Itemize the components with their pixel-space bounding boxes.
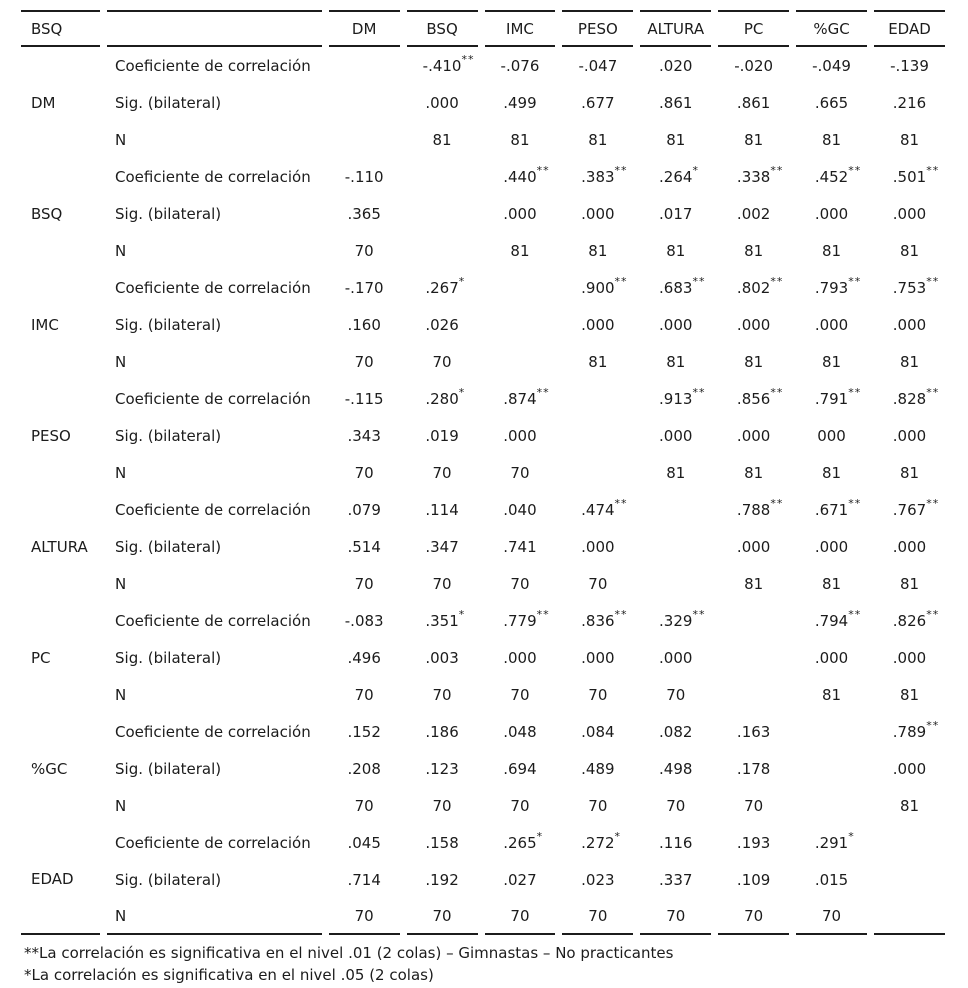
sig-cell: .000 xyxy=(581,648,615,667)
correlation-cell: .267 * xyxy=(425,274,466,297)
stat-label-n: N xyxy=(107,898,322,935)
row-group-label-pc: PC xyxy=(31,648,51,667)
n-cell: 70 xyxy=(354,463,374,482)
stat-label-sig: Sig. (bilateral) xyxy=(115,648,222,667)
empty-diagonal-cell xyxy=(329,84,400,121)
n-cell: 81 xyxy=(899,463,920,482)
correlation-cell: .045 xyxy=(347,833,381,852)
correlation-cell: .082 xyxy=(659,722,693,741)
correlation-cell: .020 xyxy=(659,56,693,75)
sig-cell: .000 xyxy=(503,426,537,445)
correlation-cell: .791 ** xyxy=(814,385,862,408)
stat-label-n: N xyxy=(115,241,127,260)
sig-cell: .000 xyxy=(503,204,537,223)
sig-cell: .347 xyxy=(425,537,459,556)
n-cell: 81 xyxy=(510,130,530,149)
stat-label-coef: Coeficiente de correlación xyxy=(115,722,311,741)
n-cell: 81 xyxy=(899,796,920,815)
column-header-bsq: BSQ xyxy=(407,10,478,47)
empty-diagonal-cell xyxy=(562,454,633,491)
n-cell: 70 xyxy=(432,796,452,815)
n-cell: 70 xyxy=(640,898,711,935)
empty-diagonal-cell xyxy=(485,306,556,343)
sig-cell: .000 xyxy=(425,93,459,112)
correlation-cell: .163 xyxy=(736,722,771,741)
n-cell: 70 xyxy=(354,796,374,815)
table-footnotes xyxy=(14,935,968,986)
empty-diagonal-cell xyxy=(796,750,867,787)
n-cell: 70 xyxy=(510,574,530,593)
sig-cell: .499 xyxy=(503,93,537,112)
empty-diagonal-cell xyxy=(485,269,556,306)
correlation-cell: .856 ** xyxy=(736,385,784,408)
correlation-cell: -.410 ** xyxy=(422,52,475,75)
n-cell: 81 xyxy=(821,241,842,260)
n-cell: 81 xyxy=(821,574,842,593)
sig-cell: .000 xyxy=(659,426,693,445)
sig-cell: .677 xyxy=(581,93,615,112)
correlation-cell: .683 ** xyxy=(659,274,706,297)
sig-cell: .514 xyxy=(347,537,381,556)
n-cell: 70 xyxy=(432,463,452,482)
n-cell: 70 xyxy=(354,574,374,593)
stat-label-sig: Sig. (bilateral) xyxy=(115,93,222,112)
empty-diagonal-cell xyxy=(718,639,789,676)
n-cell: 70 xyxy=(588,574,608,593)
sig-cell: .002 xyxy=(736,204,771,223)
correlation-cell: .753 ** xyxy=(892,274,940,297)
n-cell: 70 xyxy=(588,685,608,704)
stat-label-n: N xyxy=(115,130,127,149)
empty-diagonal-cell xyxy=(407,232,478,269)
sig-cell: .000 xyxy=(503,648,537,667)
n-cell: 70 xyxy=(432,352,452,371)
n-cell: 81 xyxy=(588,352,608,371)
correlation-cell: .116 xyxy=(659,833,693,852)
sig-cell: .861 xyxy=(659,93,693,112)
correlation-cell: .828 ** xyxy=(892,385,940,408)
correlation-cell: .440 ** xyxy=(503,163,550,186)
column-header-altura: ALTURA xyxy=(640,10,711,47)
n-cell: 70 xyxy=(666,796,686,815)
empty-diagonal-cell xyxy=(718,676,789,713)
correlation-cell: -.047 xyxy=(578,56,618,75)
empty-diagonal-cell xyxy=(407,195,478,232)
column-header-dm: DM xyxy=(329,10,400,47)
n-cell: 81 xyxy=(666,130,686,149)
sig-cell: .000 xyxy=(581,537,615,556)
table-header xyxy=(21,10,945,47)
stat-label-n: N xyxy=(115,796,127,815)
sig-cell: .026 xyxy=(425,315,459,334)
sig-cell: .000 xyxy=(659,648,693,667)
sig-cell: .000 xyxy=(581,204,615,223)
empty-diagonal-cell xyxy=(640,565,711,602)
n-cell: 81 xyxy=(666,241,686,260)
sig-cell: .216 xyxy=(892,93,927,112)
sig-cell: .665 xyxy=(814,93,849,112)
sig-cell: .000 xyxy=(736,537,771,556)
sig-cell: .741 xyxy=(503,537,537,556)
column-header-pc: PC xyxy=(718,10,789,47)
sig-cell: .714 xyxy=(347,870,381,889)
empty-diagonal-cell xyxy=(874,898,945,935)
row-label-header xyxy=(107,10,322,47)
correlation-cell: .193 xyxy=(736,833,771,852)
table-body xyxy=(21,47,945,935)
empty-diagonal-cell xyxy=(874,861,945,898)
correlation-cell: .900 ** xyxy=(581,274,628,297)
empty-diagonal-cell xyxy=(796,787,867,824)
column-header-gc: %GC xyxy=(796,10,867,47)
n-cell: 70 xyxy=(485,898,556,935)
n-cell: 81 xyxy=(666,352,686,371)
sig-cell: .000 xyxy=(814,648,849,667)
n-cell: 81 xyxy=(821,130,842,149)
correlation-cell: .158 xyxy=(425,833,459,852)
sig-cell: .000 xyxy=(892,426,927,445)
correlation-cell: .874 ** xyxy=(503,385,550,408)
correlation-cell: .474 ** xyxy=(581,496,628,519)
correlation-cell: .913 ** xyxy=(659,385,706,408)
n-cell: 70 xyxy=(588,796,608,815)
stat-label-coef: Coeficiente de correlación xyxy=(115,278,311,297)
correlation-cell: .264 * xyxy=(659,163,699,186)
n-cell: 70 xyxy=(510,796,530,815)
sig-cell: 000 xyxy=(817,426,846,445)
correlation-cell: .788 ** xyxy=(736,496,784,519)
n-cell: 81 xyxy=(666,463,686,482)
correlation-cell: .040 xyxy=(503,500,537,519)
n-cell: 81 xyxy=(821,685,842,704)
n-cell: 81 xyxy=(744,463,764,482)
correlation-cell: .265 * xyxy=(503,829,544,852)
correlation-cell: -.110 xyxy=(344,167,384,186)
n-cell: 81 xyxy=(899,130,920,149)
stat-label-coef: Coeficiente de correlación xyxy=(115,389,311,408)
stat-label-coef: Coeficiente de correlación xyxy=(115,611,311,630)
n-cell: 81 xyxy=(432,130,452,149)
stat-label-sig: Sig. (bilateral) xyxy=(115,315,222,334)
correlation-cell: -.076 xyxy=(500,56,540,75)
sig-cell: .000 xyxy=(814,204,849,223)
sig-cell: .178 xyxy=(736,759,771,778)
n-cell: 70 xyxy=(329,898,400,935)
correlation-cell: .793 ** xyxy=(814,274,862,297)
sig-cell: .192 xyxy=(425,870,459,889)
empty-diagonal-cell xyxy=(718,602,789,639)
n-cell: 70 xyxy=(354,352,374,371)
correlation-cell: .671 ** xyxy=(814,496,862,519)
n-cell: 81 xyxy=(821,352,842,371)
correlation-cell: .152 xyxy=(347,722,381,741)
n-cell: 70 xyxy=(510,463,530,482)
empty-diagonal-cell xyxy=(640,528,711,565)
stat-label-sig: Sig. (bilateral) xyxy=(115,537,222,556)
sig-cell: .496 xyxy=(347,648,381,667)
sig-cell: .003 xyxy=(425,648,459,667)
correlation-cell: .084 xyxy=(581,722,615,741)
stat-label-sig: Sig. (bilateral) xyxy=(115,870,222,889)
n-cell: 81 xyxy=(899,352,920,371)
sig-cell: .015 xyxy=(814,870,849,889)
sig-cell: .000 xyxy=(814,537,849,556)
sig-cell: .109 xyxy=(736,870,771,889)
row-group-label-dm: DM xyxy=(31,93,56,112)
sig-cell: .861 xyxy=(736,93,771,112)
sig-cell: .160 xyxy=(347,315,381,334)
correlation-cell: .794 ** xyxy=(814,607,862,630)
correlation-cell: -.020 xyxy=(734,56,774,75)
n-cell: 70 xyxy=(744,796,764,815)
sig-cell: .017 xyxy=(659,204,693,223)
sig-cell: .000 xyxy=(814,315,849,334)
correlation-cell: .789 ** xyxy=(892,718,940,741)
sig-cell: .000 xyxy=(659,315,693,334)
correlation-cell: .767 ** xyxy=(892,496,940,519)
sig-cell: .343 xyxy=(347,426,381,445)
stat-label-coef: Coeficiente de correlación xyxy=(115,167,311,186)
n-cell: 81 xyxy=(744,241,764,260)
stat-label-coef: Coeficiente de correlación xyxy=(115,500,311,519)
sig-cell: .365 xyxy=(347,204,381,223)
sig-cell: .123 xyxy=(425,759,459,778)
n-cell: 70 xyxy=(432,685,452,704)
correlation-cell: .329 ** xyxy=(659,607,706,630)
sig-cell: .000 xyxy=(736,426,771,445)
correlation-cell: .802 ** xyxy=(736,274,784,297)
n-cell: 81 xyxy=(899,241,920,260)
row-group-label-imc: IMC xyxy=(31,315,59,334)
correlation-cell: -.170 xyxy=(344,278,384,297)
n-cell: 70 xyxy=(666,685,686,704)
column-header-imc: IMC xyxy=(485,10,556,47)
correlation-cell: -.083 xyxy=(344,611,384,630)
stat-label-coef: Coeficiente de correlación xyxy=(115,56,311,75)
correlation-cell: .048 xyxy=(503,722,537,741)
stat-label-coef: Coeficiente de correlación xyxy=(115,833,311,852)
correlation-table xyxy=(14,10,952,935)
n-cell: 81 xyxy=(588,241,608,260)
column-header-peso: PESO xyxy=(562,10,633,47)
sig-cell: .694 xyxy=(503,759,537,778)
row-group-label-edad: EDAD xyxy=(21,824,100,935)
n-cell: 81 xyxy=(899,574,920,593)
row-group-label-gc: %GC xyxy=(31,759,68,778)
correlation-cell: .836 ** xyxy=(581,607,628,630)
empty-diagonal-cell xyxy=(407,158,478,195)
n-cell: 81 xyxy=(588,130,608,149)
footnote-significance-05: *La correlación es significativa en el nivel .05 (2 colas) xyxy=(24,966,434,984)
sig-cell: .337 xyxy=(659,870,693,889)
correlation-cell: .338 ** xyxy=(736,163,784,186)
n-cell: 70 xyxy=(510,685,530,704)
sig-cell: .000 xyxy=(892,537,927,556)
correlation-cell: -.049 xyxy=(812,56,851,75)
correlation-cell: -.139 xyxy=(890,56,929,75)
sig-cell: .000 xyxy=(736,315,771,334)
empty-diagonal-cell xyxy=(640,491,711,528)
empty-diagonal-cell xyxy=(329,47,400,84)
stat-label-n: N xyxy=(115,352,127,371)
n-cell: 81 xyxy=(744,352,764,371)
column-header-edad: EDAD xyxy=(874,10,945,47)
n-cell: 70 xyxy=(407,898,478,935)
sig-cell: .489 xyxy=(581,759,615,778)
n-cell: 70 xyxy=(718,898,789,935)
n-cell: 70 xyxy=(432,574,452,593)
stat-label-sig: Sig. (bilateral) xyxy=(115,426,222,445)
n-cell: 70 xyxy=(354,241,374,260)
correlation-cell: .272 * xyxy=(581,829,622,852)
empty-diagonal-cell xyxy=(796,713,867,750)
stat-label-n: N xyxy=(115,685,127,704)
n-cell: 81 xyxy=(744,130,764,149)
n-cell: 70 xyxy=(354,685,374,704)
sig-cell: .208 xyxy=(347,759,381,778)
table-corner-label: BSQ xyxy=(21,10,100,47)
n-cell: 70 xyxy=(562,898,633,935)
correlation-cell: .079 xyxy=(347,500,381,519)
correlation-cell: .186 xyxy=(425,722,459,741)
correlation-cell: .501 ** xyxy=(892,163,940,186)
correlation-cell: .826 ** xyxy=(892,607,940,630)
empty-diagonal-cell xyxy=(485,343,556,380)
correlation-cell: .280 * xyxy=(425,385,466,408)
empty-diagonal-cell xyxy=(329,121,400,158)
sig-cell: .019 xyxy=(425,426,459,445)
row-group-label-bsq: BSQ xyxy=(31,204,63,223)
n-cell: 81 xyxy=(744,574,764,593)
sig-cell: .000 xyxy=(892,648,927,667)
n-cell: 81 xyxy=(821,463,842,482)
stat-label-n: N xyxy=(115,463,127,482)
stat-label-n: N xyxy=(115,574,127,593)
correlation-cell: .351 * xyxy=(425,607,466,630)
empty-diagonal-cell xyxy=(874,824,945,861)
sig-cell: .023 xyxy=(581,870,615,889)
row-group-label-altura: ALTURA xyxy=(31,537,88,556)
sig-cell: .000 xyxy=(581,315,615,334)
row-group-label-peso: PESO xyxy=(31,426,71,445)
stat-label-sig: Sig. (bilateral) xyxy=(115,759,222,778)
correlation-cell: .452 ** xyxy=(814,163,862,186)
n-cell: 81 xyxy=(510,241,530,260)
correlation-cell: -.115 xyxy=(344,389,384,408)
stat-label-sig: Sig. (bilateral) xyxy=(115,204,222,223)
correlation-cell: .383 ** xyxy=(581,163,628,186)
sig-cell: .000 xyxy=(892,204,927,223)
sig-cell: .027 xyxy=(503,870,537,889)
sig-cell: .498 xyxy=(659,759,693,778)
correlation-cell: .114 xyxy=(425,500,459,519)
n-cell: 81 xyxy=(899,685,920,704)
empty-diagonal-cell xyxy=(562,417,633,454)
correlation-cell: .291 * xyxy=(814,829,855,852)
n-cell: 70 xyxy=(796,898,867,935)
sig-cell: .000 xyxy=(892,759,927,778)
footnote-significance-01: **La correlación es significativa en el nivel .01 (2 colas) – Gimnastas – No practicantes xyxy=(24,944,674,962)
sig-cell: .000 xyxy=(892,315,927,334)
empty-diagonal-cell xyxy=(562,380,633,417)
correlation-cell: .779 ** xyxy=(503,607,550,630)
